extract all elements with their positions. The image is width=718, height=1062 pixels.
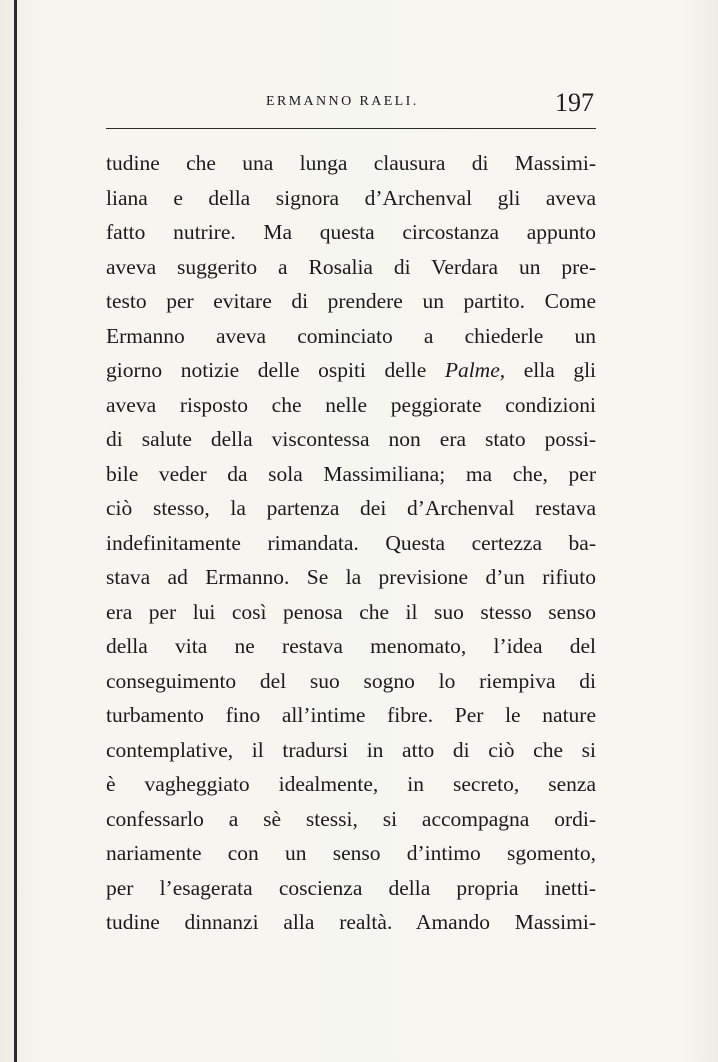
text-line: aveva risposto che nelle peggiorate condizioni: [106, 392, 596, 417]
page-edge-shadow: [14, 0, 17, 1062]
text-line-with-italic: [106, 353, 596, 388]
text-line: indefinitamente rimandata. Questa certezza ba-: [106, 530, 596, 555]
text-line: liana e della signora d’Archenval gli aveva: [106, 185, 596, 210]
italic-place-name: Palme,: [444, 358, 506, 382]
text-line: Ermanno aveva cominciato a chiederle un: [106, 323, 596, 348]
text-line: stava ad Ermanno. Se la previsione d’un rifiuto: [106, 565, 596, 589]
header-rule: [106, 128, 596, 129]
text-line: è vagheggiato idealmente, in secreto, senza: [106, 772, 596, 796]
text-line: tudine che una lunga clausura di Massimi-: [106, 151, 596, 175]
running-header: [106, 88, 596, 120]
text-line: turbamento fino all’intime fibre. Per le nature: [106, 703, 596, 727]
page-number: 197: [555, 88, 594, 117]
text-line: contemplative, il tradursi in atto di ciò che si: [106, 737, 596, 762]
text-line: ciò stesso, la partenza dei d’Archenval restava: [106, 496, 596, 520]
text-line: aveva suggerito a Rosalia di Verdara un pre-: [106, 254, 596, 279]
text-segment: giorno notizie delle ospiti delle: [106, 358, 427, 382]
text-line: fatto nutrire. Ma questa circostanza appunto: [106, 220, 596, 244]
text-line: confessarlo a sè stessi, si accompagna ordi-: [106, 806, 596, 831]
text-line: era per lui così penosa che il suo stesso senso: [106, 599, 596, 624]
text-line: conseguimento del suo sogno lo riempiva di: [106, 668, 596, 693]
text-line: tudine dinnanzi alla realtà. Amando Massimi-: [106, 910, 596, 934]
body-text: [106, 146, 596, 940]
text-line: della vita ne restava menomato, l’idea del: [106, 634, 596, 658]
text-line: di salute della viscontessa non era stato possi-: [106, 427, 596, 451]
text-line: bile veder da sola Massimiliana; ma che, per: [106, 461, 596, 486]
text-segment: ella gli: [523, 358, 597, 382]
text-line: nariamente con un senso d’intimo sgomento,: [106, 841, 596, 865]
text-line: per l’esagerata coscienza della propria inetti-: [106, 875, 596, 900]
running-title: ERMANNO RAELI.: [266, 94, 419, 109]
text-line: testo per evitare di prendere un partito. Come: [106, 289, 596, 313]
